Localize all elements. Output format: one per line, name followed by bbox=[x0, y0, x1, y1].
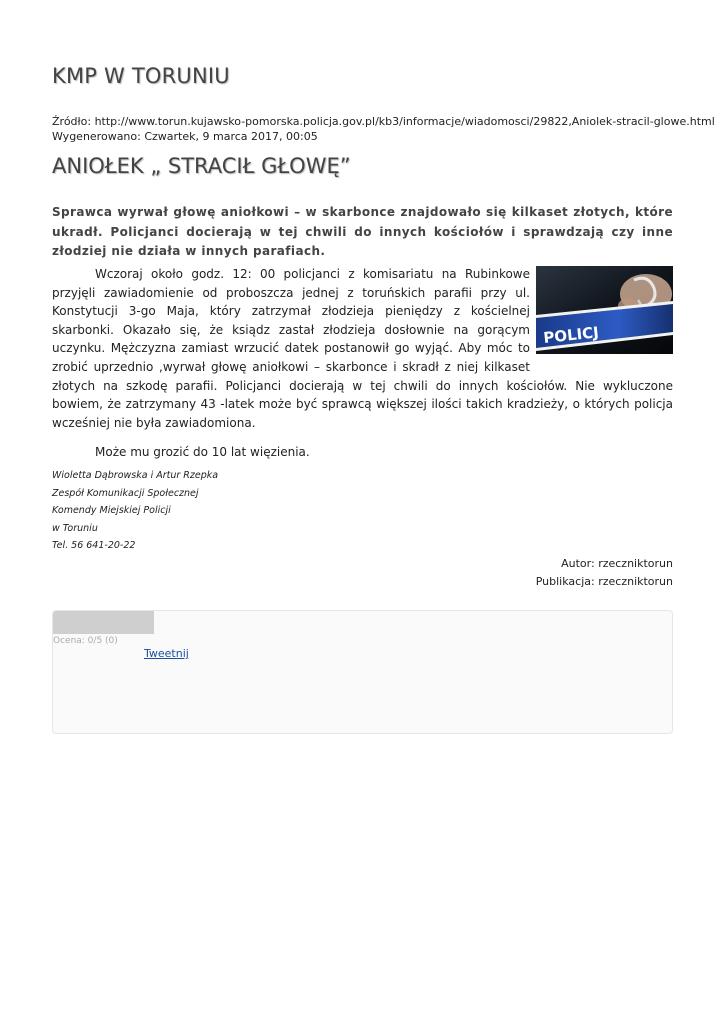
article-lead: Sprawca wyrwał głowę aniołkowi – w skarbonce znajdowało się kilkaset złotych, które ukradł. Policjanci docierają w tej chwili do innych kościołów i sprawdzają czy inne złodziej nie działa w innych parafiach. bbox=[52, 205, 673, 258]
article-paragraph: Wczoraj około godz. 12: 00 policjanci z komisariatu na Rubinkowe przyjęli zawiadomienie od proboszcza jednej z toruńskich parafii przy ul. Konstytucji 3-go Maja, który zatrzymał złodzieja pieniędzy z kościelnej skarbonki. Okazało się, że ksiądz zastał złodzieja dosłownie na gorącym uczynku. Mężczyzna zamiast wrzucić datek postanowił go wyjąć. Aby móc to zrobić uprzednio ,wyrwał głowę aniołkowi – skarbonce i skradł z niej kilkaset złotych na szkodę parafii. Policjanci docierają w tej chwili do innych kościołów. Nie wykluczone bowiem, że zatrzymany 43 -latek może być sprawcą większej ilości takich kradzieży, o których policja wcześniej nie była zawiadomiona. bbox=[52, 267, 673, 430]
article-title: ANIOŁEK „ STRACIŁ GŁOWĘ” bbox=[52, 154, 351, 178]
signature-team: Zespół Komunikacji Społecznej bbox=[52, 487, 199, 499]
photo-tape-text: POLICJ bbox=[542, 323, 600, 347]
tweet-link[interactable]: Tweetnij bbox=[144, 647, 189, 660]
rating-text: Ocena: 0/5 (0) bbox=[53, 636, 118, 646]
generated-date: Wygenerowano: Czwartek, 9 marca 2017, 00:05 bbox=[52, 130, 318, 143]
publication-label: Publikacja: rzeczniktorun bbox=[535, 575, 673, 588]
rating-box bbox=[52, 610, 673, 734]
rating-stars-bar[interactable] bbox=[53, 611, 154, 634]
article-body bbox=[52, 265, 673, 462]
signature bbox=[52, 467, 218, 555]
article-paragraph: Może mu grozić do 10 lat więzienia. bbox=[95, 445, 310, 460]
signature-phone: Tel. 56 641-20-22 bbox=[52, 540, 136, 552]
meta-info bbox=[52, 114, 715, 144]
author-info bbox=[536, 555, 673, 591]
signature-city: w Toruniu bbox=[52, 522, 98, 534]
source-url: Źródło: http://www.torun.kujawsko-pomorska.policja.gov.pl/kb3/informacje/wiadomosci/29822,Aniolek-stracil-glowe.html bbox=[52, 115, 715, 128]
site-title: KMP W TORUNIU bbox=[52, 64, 230, 88]
author-label: Autor: rzeczniktorun bbox=[561, 557, 673, 570]
signature-unit: Komendy Miejskiej Policji bbox=[52, 505, 171, 517]
signature-names: Wioletta Dąbrowska i Artur Rzepka bbox=[52, 470, 219, 481]
police-tape-photo bbox=[536, 266, 673, 354]
